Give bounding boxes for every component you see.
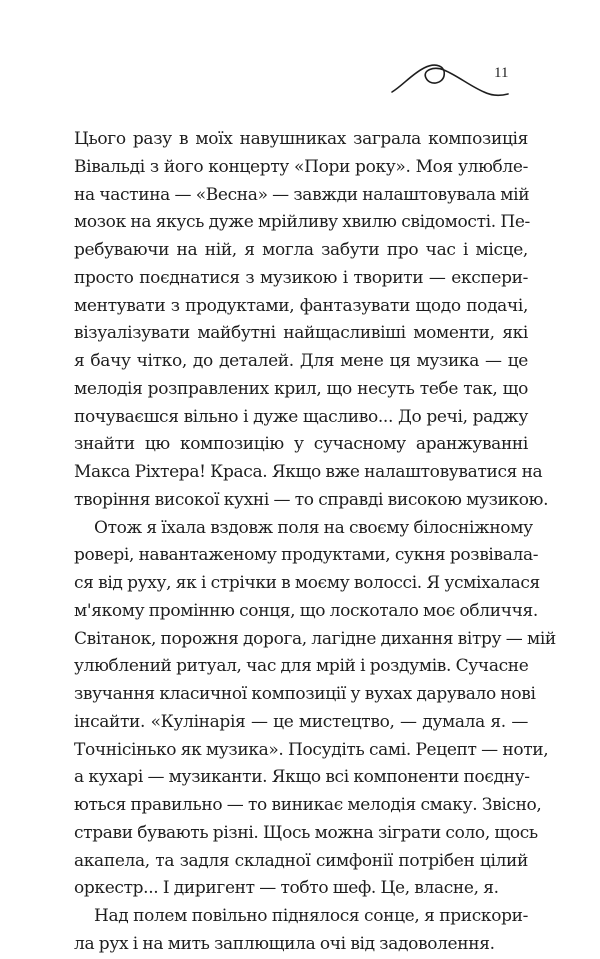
text-line: м'якому промінню сонця, що лоскотало моє обличчя. (74, 600, 538, 621)
text-line: ються правильно — то виникає мелодія смаку. Звісно, (74, 795, 542, 815)
text-line: страви бувають різні. Щось можна зіграти соло, щось (74, 822, 538, 843)
page-header (390, 56, 550, 106)
text-line: акапела, та задля складної симфонії потрібен цілий (74, 850, 528, 871)
text-line: на частина — «Весна» — завжди налаштовувала мій (74, 184, 530, 205)
text-line: творіння високої кухні — то справді високою музикою. (74, 489, 549, 510)
text-line: Отож я їхала вздовж поля на своєму білосніжному (94, 517, 533, 538)
text-line: а кухарі — музиканти. Якщо всі компоненти поєдну- (74, 767, 530, 788)
text-line: інсайти. «Кулінарія — це мистецтво, — думала я. — (74, 711, 528, 732)
text-line: просто поєднатися з музикою і творити — експери- (74, 267, 528, 288)
text-line: ребуваючи на ній, я могла забути про час і місце, (74, 240, 528, 260)
text-line: Цього разу в моїх навушниках заграла композиція (74, 129, 528, 149)
text-line: улюблений ритуал, час для мрій і роздумів. Сучасне (74, 656, 529, 677)
text-line: ла рух і на мить заплющила очі від задоволення. (74, 933, 495, 954)
text-line: Вівальді з його концерту «Пори року». Моя улюбле- (74, 156, 528, 177)
text-line: я бачу чітко, до деталей. Для мене ця музика — це (74, 351, 528, 371)
text-line: мелодія розправлених крил, що несуть тебе так, що (74, 378, 528, 399)
page-number: 11 (494, 65, 509, 81)
text-line: Світанок, порожня дорога, лагідне дихання вітру — мій (74, 628, 556, 649)
text-line: Над полем повільно піднялося сонце, я прискори- (94, 906, 528, 926)
text-line: звучання класичної композиції у вухах дарувало нові (74, 684, 536, 704)
body-text (74, 126, 556, 959)
text-line: оркестр... І диригент — тобто шеф. Це, власне, я. (74, 878, 499, 899)
text-line: знайти цю композицію у сучасному аранжуванні (74, 434, 528, 455)
text-line: ментувати з продуктами, фантазувати щодо подачі, (74, 295, 528, 316)
text-line: Макса Ріхтера! Краса. Якщо вже налаштовуватися на (74, 462, 543, 482)
text-line: Точнісінько як музика». Посудіть самі. Рецепт — ноти, (74, 739, 549, 760)
text-line: ся від руху, як і стрічки в моєму волоссі. Я усміхалася (74, 573, 540, 593)
text-line: візуалізувати майбутні найщасливіші моменти, які (74, 323, 528, 344)
text-line: ровері, навантаженому продуктами, сукня розвівала- (74, 545, 539, 566)
text-line: почуваєшся вільно і дуже щасливо... До речі, раджу (74, 406, 528, 427)
text-line: мозок на якусь дуже мрійливу хвилю свідомості. Пе- (74, 212, 530, 233)
